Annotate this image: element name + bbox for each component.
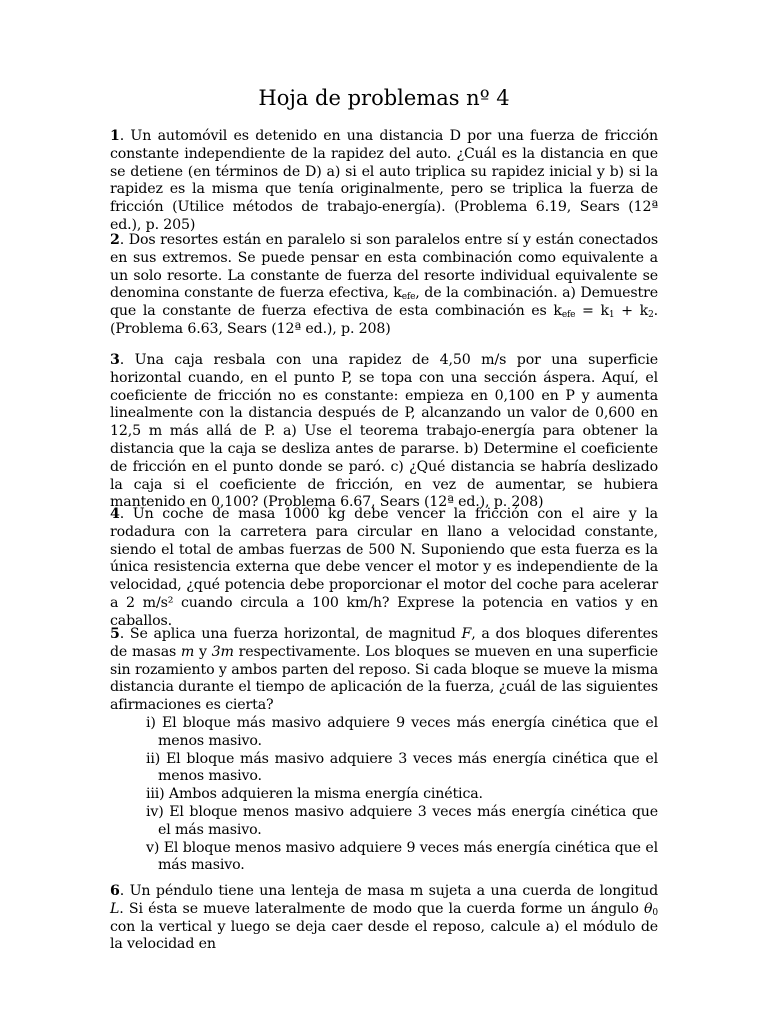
option-item: ii) El bloque más masivo adquiere 3 veces más energía cinética que el menos masivo. bbox=[146, 750, 658, 785]
problem-number: 1 bbox=[110, 128, 120, 144]
problem-number: 4 bbox=[110, 506, 120, 522]
problem-text: . Una caja resbala con una rapidez de 4,50 m/s por una superficie horizontal cuando, en el punto P, se topa con una sección áspera. Aquí, el coeficiente de fricción no es constante: empieza en 0,100 en P y aumenta linealmente con la distancia después de P, alcanzando un valor de 0,600 en 12,5 m más allá de P. a) Use el teorema trabajo-energía para obtener la distancia que la caja se desliza antes de pararse. b) Determine el coeficiente de fricción en el punto donde se paró. c) ¿Qué distancia se habría deslizado la caja si el coeficiente de fricción, en vez de aumentar, se hubiera mantenido en 0,100? (Problema 6.67, Sears (12ª ed.), p. 208) bbox=[110, 352, 658, 511]
problem-text: y bbox=[194, 643, 212, 660]
problem-text: . Un automóvil es detenido en una distancia D por una fuerza de fricción constante independiente de la rapidez del auto. ¿Cuál es la distancia en que se detiene (en términos de D) a) si el auto triplica su rapidez inicial y b) si la rapidez es la misma que tenía originalmente, pero se triplica la fuerza de fricción (Utilice métodos de trabajo-energía). (Problema 6.19, Sears (12ª ed.), p. 205) bbox=[110, 128, 658, 233]
problem-text: . Un péndulo tiene una lenteja de masa m sujeta a una cuerda de longitud bbox=[119, 883, 658, 899]
variable: 3m bbox=[211, 643, 234, 660]
subscript: 2 bbox=[648, 310, 654, 321]
option-item: i) El bloque más masivo adquiere 9 veces más energía cinética que el menos masivo. bbox=[146, 714, 658, 749]
problem-text: . Dos resortes están en paralelo si son paralelos entre sí y están conectados en sus extremos. Se puede pensar en esta combinación como equivalente a un solo resorte. La constante de fuerza del resorte individual equivalente se denomina constante de fuerza efectiva, k bbox=[110, 232, 658, 302]
problem-text: = k bbox=[575, 303, 609, 320]
problem-3 bbox=[110, 352, 658, 512]
variable: F bbox=[461, 626, 472, 642]
problem-number: 2 bbox=[110, 232, 120, 248]
problem-text: con la vertical y luego se deja caer desde el reposo, calcule a) el módulo de la velocidad en bbox=[110, 918, 658, 953]
variable: m bbox=[180, 643, 195, 660]
problem-4 bbox=[110, 506, 658, 631]
problem-text: . (Problema 6.63, Sears (12ª ed.), p. 208) bbox=[110, 303, 659, 337]
option-item: v) El bloque menos masivo adquiere 9 veces más energía cinética que el más masivo. bbox=[146, 839, 658, 874]
variable: L bbox=[110, 900, 120, 917]
subscript: 0 bbox=[652, 907, 658, 918]
problem-text: respectivamente. Los bloques se mueven en una superficie sin rozamiento y ambos parten del reposo. Si cada bloque se mueve la misma distancia durante el tiempo de aplicación de la fuerza, ¿cuál de las siguientes afirmaciones es cierta? bbox=[110, 643, 658, 714]
problem-text: . Se aplica una fuerza horizontal, de magnitud bbox=[119, 626, 462, 642]
problem-6 bbox=[110, 883, 658, 954]
subscript: efe bbox=[401, 292, 416, 303]
subscript: 1 bbox=[608, 310, 615, 321]
answer-options bbox=[110, 715, 658, 875]
problem-text: . Si ésta se mueve lateralmente de modo que la cuerda forme un ángulo bbox=[119, 900, 645, 917]
variable: θ bbox=[644, 900, 653, 917]
problem-number: 6 bbox=[110, 883, 120, 899]
option-item: iv) El bloque menos masivo adquiere 3 veces más energía cinética que el más masivo. bbox=[146, 803, 658, 838]
problem-text: + k bbox=[614, 303, 649, 320]
problem-text: , de la combinación. a) Demuestre que la constante de fuerza efectiva de esta combinación es k bbox=[110, 285, 658, 320]
page-title: Hoja de problemas nº 4 bbox=[258, 86, 510, 110]
problem-text: . Un coche de masa 1000 kg debe vencer la fricción con el aire y la rodadura con la carretera para circular en llano a velocidad constante, siendo el total de ambas fuerzas de 500 N. Suponiendo que esta fuerza es la única resistencia externa que debe vencer el motor y es independiente de la velocidad, ¿qué potencia debe proporcionar el motor del coche para acelerar a 2 m/s² cuando circula a 100 km/h? Exprese la potencia en vatios y en caballos. bbox=[110, 506, 658, 629]
problem-1 bbox=[110, 128, 658, 235]
problem-number: 3 bbox=[110, 352, 120, 368]
problem-number: 5 bbox=[110, 626, 120, 642]
option-item: iii) Ambos adquieren la misma energía cinética. bbox=[146, 786, 483, 803]
problem-2 bbox=[110, 232, 658, 339]
problem-text: , a dos bloques diferentes de masas bbox=[110, 626, 658, 660]
problem-5 bbox=[110, 626, 658, 875]
subscript: efe bbox=[561, 310, 576, 321]
